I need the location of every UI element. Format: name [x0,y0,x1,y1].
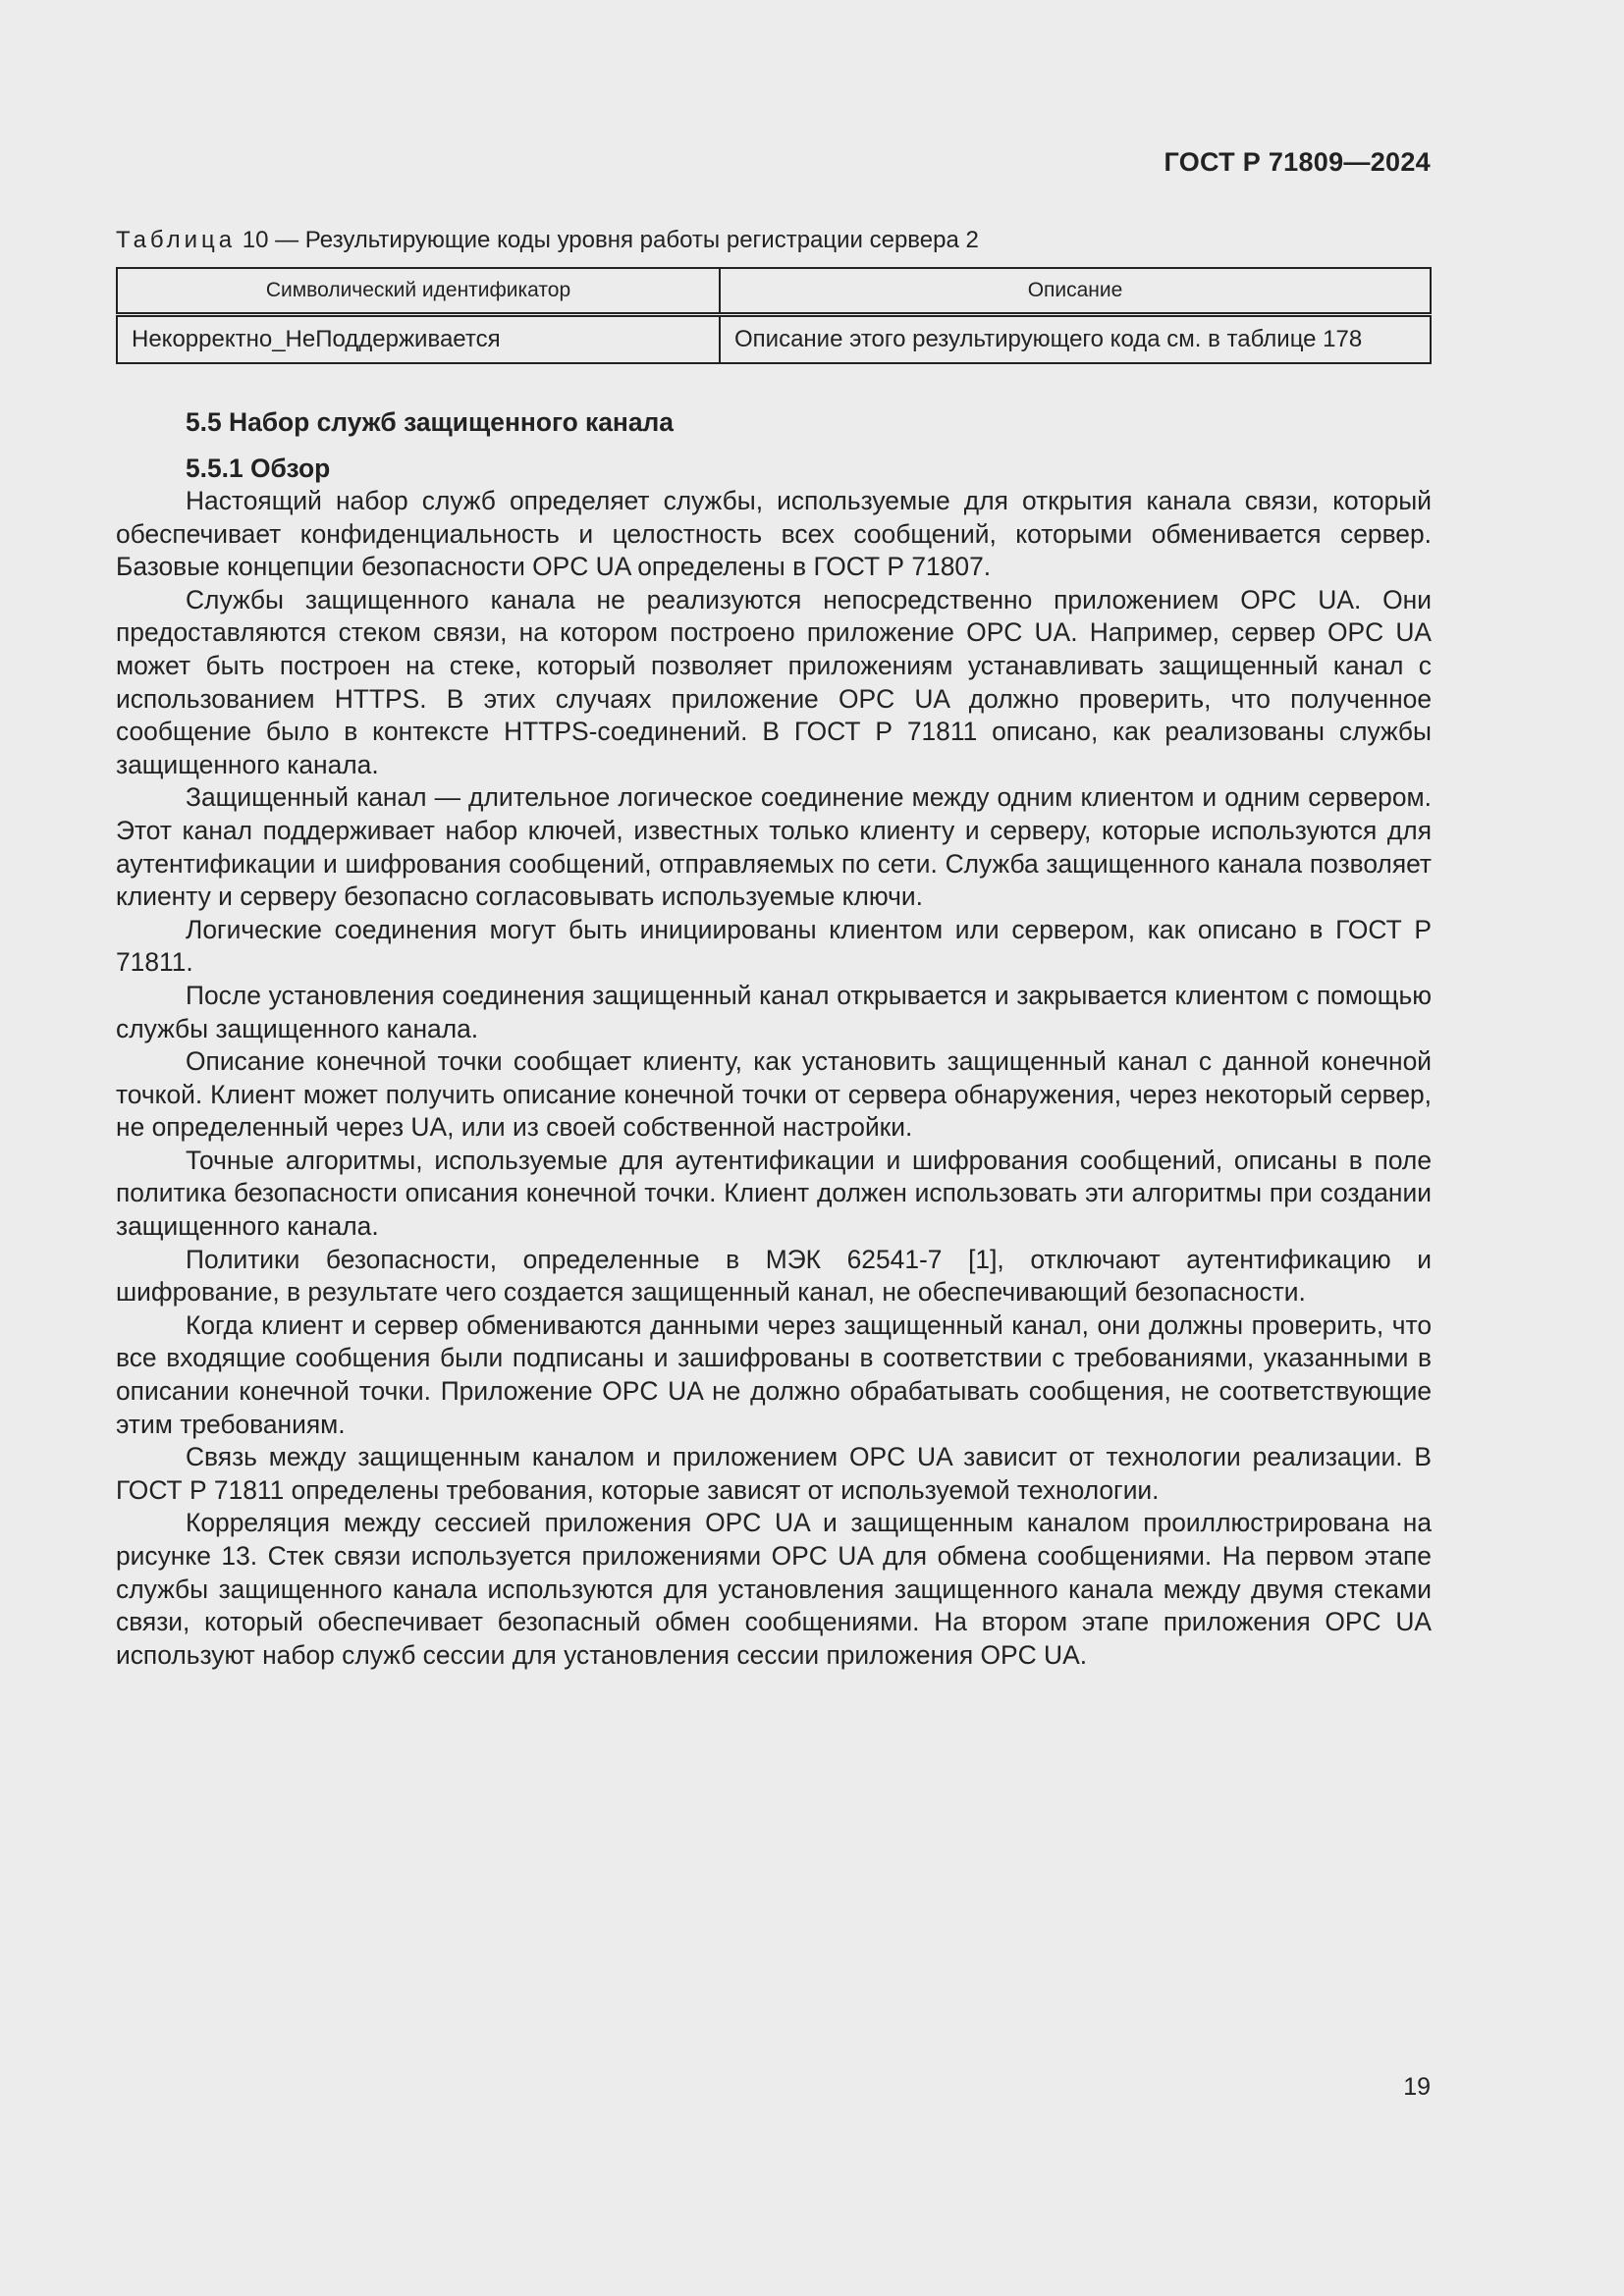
paragraph: Когда клиент и сервер обмениваются данными через защищенный канал, они должны проверить, что все входящие сообщения были подписаны и зашифрованы в соответствии с требованиями, указанными в описании конечной точки. Приложение OPC UA не должно обрабатывать сообщения, не соответствующие этим требованиям. [116,1309,1432,1439]
paragraph: Службы защищенного канала не реализуются непосредственно приложением OPC UA. Они предоставляются стеком связи, на котором построено приложение OPC UA. Например, сервер OPC UA может быть построен на стеке, который позволяет приложениям устанавливать защищенный канал с использованием HTTPS. В этих случаях приложение OPC UA должно проверить, что полученное сообщение было в контексте HTTPS-соединений. В ГОСТ Р 71811 описано, как реализованы службы защищенного канала. [116,584,1432,779]
table-cell-description: Описание этого результирующего кода см. в таблице 178 [720,315,1431,364]
table-caption [116,227,979,254]
paragraph: Связь между защищенным каналом и приложением OPC UA зависит от технологии реализации. В ГОСТ Р 71811 определены требования, которые зависят от используемой технологии. [116,1442,1432,1505]
paragraph: Корреляция между сессией приложения OPC UA и защищенным каналом проиллюстрирована на рисунке 13. Стек связи используется приложениями OPC UA для обмена сообщениями. На первом этапе службы защищенного канала используются для установления защищенного канала между двумя стеками связи, который обеспечивает безопасный обмен сообщениями. На втором этапе приложения OPC UA используют набор служб сессии для установления сессии приложения OPC UA. [116,1508,1432,1670]
section-title: 5.5 Набор служб защищенного канала [186,407,674,437]
table-cell-symbolic-id: Некорректно_НеПоддерживается [117,315,720,364]
subsection-title: 5.5.1 Обзор [186,454,331,483]
table-row [117,315,1431,364]
table-caption-prefix: Таблица [116,227,237,253]
table-header-description: Описание [720,268,1431,315]
section-body [116,404,1432,1672]
paragraph: После установления соединения защищенный канал открывается и закрывается клиентом с помощью службы защищенного канала. [116,980,1432,1043]
result-codes-table [116,267,1432,364]
document-standard-id: ГОСТ Р 71809—2024 [1164,147,1431,177]
paragraph: Политики безопасности, определенные в МЭК 62541-7 [1], отключают аутентификацию и шифрование, в результате чего создается защищенный канал, не обеспечивающий безопасности. [116,1244,1432,1308]
table-header-row [117,268,1431,315]
paragraph: Защищенный канал — длительное логическое соединение между одним клиентом и одним сервером. Этот канал поддерживает набор ключей, известных только клиенту и серверу, которые используются для аутентификации и шифрования сообщений, отправляемых по сети. Служба защищенного канала позволяет клиенту и серверу безопасно согласовывать используемые ключи. [116,782,1432,912]
paragraph: Логические соединения могут быть инициированы клиентом или сервером, как описано в ГОСТ Р 71811. [116,914,1432,978]
paragraph: Описание конечной точки сообщает клиенту, как установить защищенный канал с данной конечной точкой. Клиент может получить описание конечной точки от сервера обнаружения, через некоторый сервер, не определенный через UA, или из своей собственной настройки. [116,1046,1432,1143]
page-number: 19 [1403,2073,1431,2101]
paragraph: Точные алгоритмы, используемые для аутентификации и шифрования сообщений, описаны в поле политика безопасности описания конечной точки. Клиент должен использовать эти алгоритмы при создании защищенного канала. [116,1145,1432,1242]
paragraph: Настоящий набор служб определяет службы, используемые для открытия канала связи, который обеспечивает конфиденциальность и целостность всех сообщений, которыми обменивается сервер. Базовые концепции безопасности OPC UA определены в ГОСТ Р 71807. [116,486,1432,582]
table-header-symbolic-id: Символический идентификатор [117,268,720,315]
table-caption-text: 10 — Результирующие коды уровня работы регистрации сервера 2 [236,227,979,253]
